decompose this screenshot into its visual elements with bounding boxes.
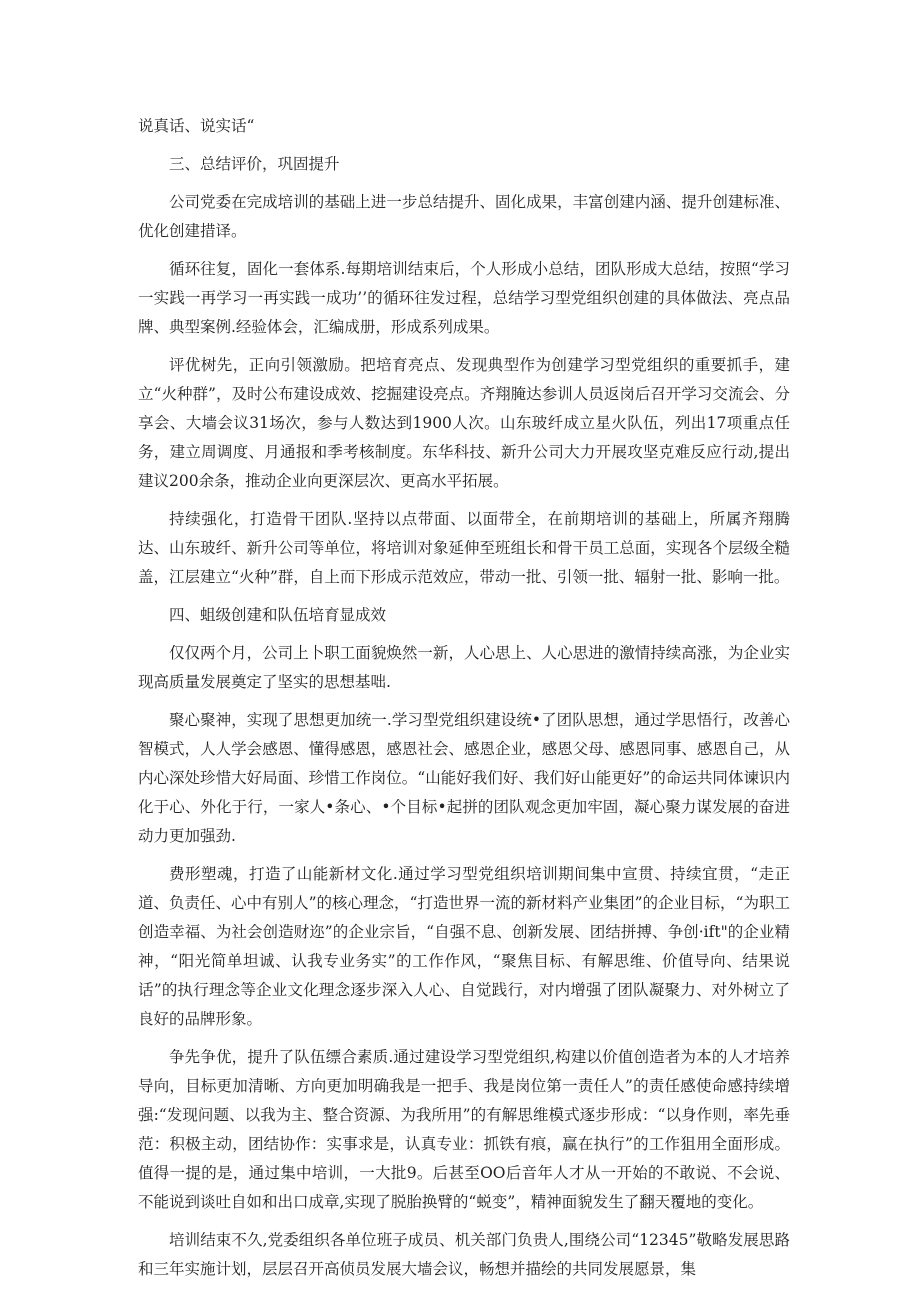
body-paragraph: 费形塑魂，打造了山能新材文化.通过学习型党组织培训期间集中宣贯、持续宜贯，“走正道、负责任、心中有别人”的核心理念，“打造世界一流的新材料产业集团”的企业目标，“为职工创造幸福、为社会创造财迩”的企业宗旨，“自强不息、创新发展、团结拼搏、争创·ift"的企业精神，“阳光简单坦诚、认我专业务实”的工作作风，“聚焦目标、有解思维、价值导向、结果说话”的执行理念等企业文化理念逐步深入人心、自觉践行，对内增强了团队凝聚力、对外树立了良好的品牌形象。 [138, 865, 790, 1028]
body-paragraph: 说真话、说实话“ [138, 117, 255, 135]
body-paragraph: 争先争优，提升了队伍缥合素质.通过建设学习型党组织,构建以价值创造者为本的人才培养导向，目标更加清晰、方向更加明确我是一把手、我是岗位第一责任人”的责任感使命感持续增强:“发现问题、以我为主、整合资源、为我所用”的有解思维模式逐步形成：“以身作则，率先垂范：积极主动，团结协作：实事求是，认真专业：抓铁有痕，赢在执行”的工作狙用全面形成。值得一提的是，通过集中培训，一大批9。后甚至OO后音年人才从一开始的不敢说、不会说、不能说到谈吐自如和出口成章,实现了脱胎换臂的“蜕变”，精神面貌发生了翻天覆地的变化。 [138, 1048, 790, 1211]
document-page [138, 112, 790, 1293]
body-paragraph: 仅仅两个月，公司上卜职工面貌焕然一新，人心思上、人心思进的激情持续高涨，为企业实现高质量发展奠定了坚实的思想基咄. [138, 644, 790, 691]
section-heading: 四、蛆级创建和队伍培育显成效 [169, 606, 387, 624]
body-paragraph: 评优树先，正向引领激励。把培育亮点、发现典型作为创建学习型党组织的重要抓手，建立“火种群”，及时公布建设成效、挖掘建设亮点。齐翔腌达参训人员返岗后召开学习交流会、分享会、大墙会议31场次，参与人数达到1900人次。山东玻纤成立星火队伍，列出17项重点任务，建立周调度、月通报和季考核制度。东华科技、新升公司大力开展攻坚克难反应行动,提出建议200余条，推动企业向更深层次、更高水平拓展。 [138, 356, 790, 490]
body-paragraph: 公司党委在完成培训的基础上进一步总结提升、固化成果，丰富创建内涵、提升创建标准、优化创建措译。 [138, 193, 790, 240]
section-heading: 三、总结评价，巩固提升 [169, 155, 340, 173]
body-paragraph: 持续强化，打造骨干团队.坚持以点带面、以面带全，在前期培训的基础上，所属齐翔腾达、山东玻纤、新升公司等单位，将培训对象延伸至班组长和骨干员工总面，实现各个层级全糙盖，江层建立“火种”群，自上而下形成示范效应，带动一批、引领一批、辐射一批、影响一批。 [138, 510, 790, 586]
body-paragraph: 培训结束不久,党委组织各单位班子成员、机关部门负贵人,围绕公司“12345”敬略发展思路和三年实施计划，层层召开高侦员发展大墙会议，畅想并描绘的共同发展愿景，集 [138, 1231, 790, 1278]
body-paragraph: 聚心聚神，实现了思想更加统一.学习型党组织建设统•了团队思想，通过学思悟行，改善心智模式，人人学会感恩、懂得感恩，感恩社会、感恩企业，感恩父母、感恩同事、感恩自己，从内心深处珍惜大好局面、珍惜工作岗位。“山能好我们好、我们好山能更好”的命运共同体谏识内化于心、外化于行，一家人•条心、•个目标•起拼的团队观念更加牢固，凝心聚力谋发展的奋进动力更加强劲. [138, 711, 790, 845]
body-paragraph: 循环往复，固化一套体系.每期培训结束后，个人形成小总结，团队形成大总结，按照“学习一实践一再学习一再实践一成功’’的循环往发过程，总结学习型党组织创建的具体做法、亮点品牌、典型案例.经验体会，汇编成册，形成系列成果。 [138, 260, 790, 336]
